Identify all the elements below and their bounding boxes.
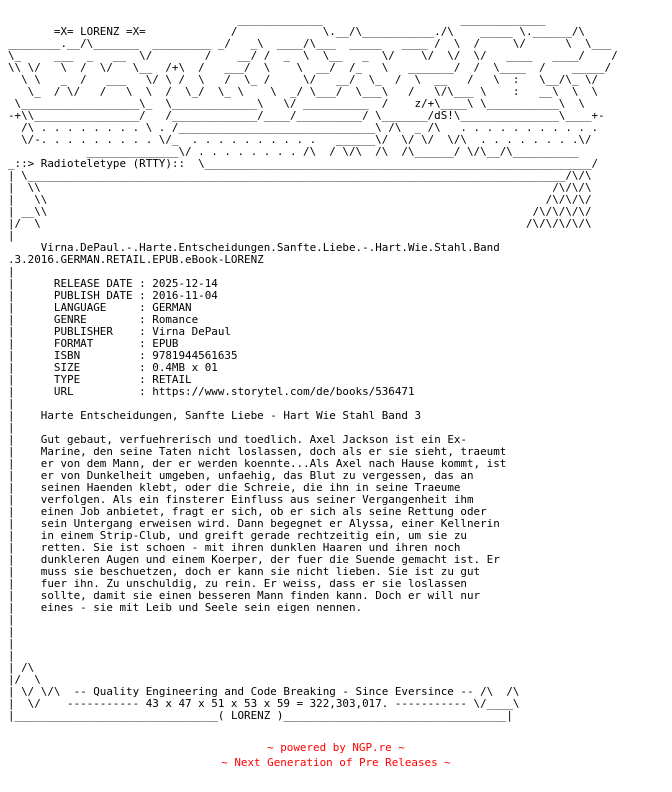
info-value: RETAIL: [152, 373, 192, 386]
footer: [0, 740, 672, 770]
nfo-document: _____________ _____________ =X= LORENZ =X= / \.__/\___________./\ _____ \.______/\ ________.__/\_______ _________ _/ _\ ____/\___ _____ ____ / \ / \/ \ \___ \_ ___ _ __ \/ / __/ / _ \ \__ _ \/ \/ \/ \/ ____ ____/ / \\ \/ \ / \/ \__ /+\ / ___/ \ \ __/ /_ \ _______/ / \____ / _____/ \ \ _ / ___ \/ \ / \ / \_ / \/ __/ \_ / \ __ / \ : \__/\_ \/ \_ / \/ / \ \ / \_/ \_ \ \ _/ \___/ \___\ / \/\___ \ : __\ \ \ \__________________\_ \_____________\ \/ __________ / z/+\____\ \___________\ \ -+\\________________/ /_____________/____/__________/ \_______/dS!\_______________\____+- /\ . . . . . . . . \ . /______________________________\ /\ _ /\ . . . . . . . . . . . \/-. . . . . . . . . \/_ . . . . . . . . . . ______\/ \/ \/ \/\ . . . . . . . .\/ ______________\/ . . . . . . . . /\ / \/\ /\ /\______/ \/\__/\__________ _::> Radioteletype (RTTY):: \___________________________________________________________/ | \__________________________________________________________________________________/\/\ | \\ /\/\/\ | \\ /\/\/\/ | __\\ /\/\/\/\/ |/ \ /\/\/\/\/\ | Virna.DePaul.-.Harte.Entscheidungen.Sanfte.Liebe.-.Hart.Wie.Stahl.Band .3.2016.GERMAN.RETAIL.EPUB.eBook-LORENZ | | RELEASE DATE : 2025-12-14 | PUBLISH DATE : 2016-11-04 | LANGUAGE : GERMAN | GENRE : Romance | PUBLISHER : Virna DePaul | FORMAT : EPUB | ISBN : 9781944561635 | SIZE : 0.4MB x 01 | TYPE : RETAIL | URL : https://www.storytel.com/de/books/536471 | | Harte Entscheidungen, Sanfte Liebe - Hart Wie Stahl Band 3 | | Gut gebaut, verfuehrerisch und toedlich. Axel Jackson ist ein Ex- | Marine, den seine Taten nicht loslassen, doch als er sie sieht, traeumt | er von dem Mann, der er werden koennte...Als Axel nach Hause kommt, ist | er von Dunkelheit umgeben, unfaehig, das Blut zu vergessen, das an | seinen Haenden klebt, oder die Schreie, die ihn in seine Traeume | verfolgen. Als ein finsterer Einfluss aus seiner Vergangenheit ihm | einen Job anbietet, fragt er sich, ob er sich als seine Rettung oder | sein Untergang erweisen wird. Dann begegnet er Alyssa, einer Kellnerin | in einem Strip-Club, und greift gerade rechtzeitig ein, um sie zu | retten. Sie ist schoen - mit ihren dunklen Haaren und ihren noch | dunkleren Augen und einem Koerper, der fuer die Suende gemacht ist. Er | muss sie beschuetzen, doch er kann sie nicht lieben. Sie ist zu gut | fuer ihn. Zu unschuldig, zu rein. Er weiss, dass er sie loslassen | sollte, damit sie einen besseren Mann finden kann. Doch er will nur | eines - sie mit Leib und Seele sein eigen nennen. | | | | | /\ |/ \ | \/ \/\ -- Quality Engineering and Code Breaking - Since Eversince -- /\ /\ | \/ ----------- 43 x 47 x 51 x 53 x 59 = 322,303,017. ----------- \/____\ |_______________________________( LORENZ )__________________________________|: [8, 13, 618, 722]
info-label: ISBN: [53, 349, 133, 362]
info-label: URL: [53, 385, 133, 398]
math-line: ----------- 43 x 47 x 51 x 53 x 59 = 322,303,017. -----------: [67, 697, 467, 710]
info-row: | GENRE : Romance: [8, 313, 199, 326]
description-line: in einem Strip-Club, und greift gerade rechtzeitig ein, um sie zu: [40, 529, 467, 542]
description-line: dunkleren Augen und einem Koerper, der fuer die Suende gemacht ist. Er: [40, 553, 500, 566]
info-row: | ISBN : 9781944561635: [8, 349, 238, 362]
section-title: _::> Radioteletype (RTTY):: \___________________________________________________________/: [8, 157, 599, 170]
info-label: PUBLISH DATE: [53, 289, 133, 302]
release-name-block: [8, 241, 500, 266]
info-row: | RELEASE DATE : 2025-12-14: [8, 277, 218, 290]
info-value: Virna DePaul: [152, 325, 231, 338]
info-value: Romance: [152, 313, 199, 326]
info-label: PUBLISHER: [53, 325, 133, 338]
box-bottom-art: | | | | | /\ |/ \: [8, 613, 41, 686]
tagline-row: | \/ \/\ -- Quality Engineering and Code Breaking - Since Eversince -- /\ /\: [8, 685, 520, 698]
info-value: GERMAN: [152, 301, 192, 314]
info-row: | LANGUAGE : GERMAN: [8, 301, 192, 314]
info-value: https://www.storytel.com/de/books/536471: [152, 385, 415, 398]
info-row: | URL : https://www.storytel.com/de/books/536471: [8, 385, 415, 398]
release-name: Virna.DePaul.-.Harte.Entscheidungen.Sanfte.Liebe.-.Hart.Wie.Stahl.Band .3.2016.GERMAN.RETAIL.EPUB.eBook-LORENZ: [8, 241, 500, 266]
info-value: 0.4MB x 01: [152, 361, 218, 374]
info-label: GENRE: [53, 313, 133, 326]
info-row: | FORMAT : EPUB: [8, 337, 179, 350]
box-top-art: | \__________________________________________________________________________________/\/\ | \\ /\/\/\ | \\ /\/\/\/ | __\\ /\/\/\/\/ |/ \ /\/\/\/\/\ |: [8, 169, 592, 242]
description-line: sollte, damit sie einen besseren Mann finden kann. Doch er will nur: [40, 589, 481, 602]
info-label: LANGUAGE: [53, 301, 133, 314]
info-label: FORMAT: [53, 337, 133, 350]
description-line: retten. Sie ist schoen - mit ihren dunklen Haaren und ihren noch: [40, 541, 461, 554]
next-gen-line: ~ Next Generation of Pre Releases ~: [221, 756, 451, 769]
description-line: er von Dunkelheit umgeben, unfaehig, das Blut zu vergessen, das an: [40, 469, 474, 482]
info-label: SIZE: [53, 361, 133, 374]
info-row: | TYPE : RETAIL: [8, 373, 192, 386]
description-line: Marine, den seine Taten nicht loslassen, doch als er sie sieht, traeumt: [40, 445, 507, 458]
info-label: TYPE: [53, 373, 133, 386]
info-value: EPUB: [152, 337, 179, 350]
description-line: er von dem Mann, der er werden koennte...Als Axel nach Hause kommt, ist: [40, 457, 507, 470]
sign-off-row: |_______________________________( LORENZ )__________________________________|: [8, 709, 513, 722]
ascii-logo: _____________ _____________ =X= LORENZ =X= / \.__/\___________./\ _____ \.______/\ ________.__/\_______ _________ _/ _\ ____/\___ _____ ____ / \ / \/ \ \___ \_ ___ _ __ \/ / __/ / _ \ \__ _ \/ \/ \/ \/ ____ ____/ / \\ \/ \ / \/ \__ /+\ / ___/ \ \ __/ /_ \ _______/ / \____ / _____/ \ \ _ / ___ \/ \ / \ / \_ / \/ __/ \_ / \ __ / \ : \__/\_ \/ \_ / \/ / \ \ / \_/ \_ \ \ _/ \___/ \___\ / \/\___ \ : __\ \ \ \__________________\_ \_____________\ \/ __________ / z/+\____\ \___________\ \ -+\\________________/ /_____________/____/__________/ \_______/dS!\_______________\____+- /\ . . . . . . . . \ . /______________________________\ /\ _ /\ . . . . . . . . . . . \/-. . . . . . . . . \/_ . . . . . . . . . . ______\/ \/ \/ \/\ . . . . . . . .\/ ______________\/ . . . . . . . . /\ / \/\ /\ /\______/ \/\__/\__________: [8, 13, 618, 158]
description-line: einen Job anbietet, fragt er sich, ob er sich als seine Rettung oder: [40, 505, 487, 518]
info-table: [8, 277, 415, 398]
description-line: muss sie beschuetzen, doch er kann sie nicht lieben. Sie ist zu gut: [40, 565, 481, 578]
book-title: Harte Entscheidungen, Sanfte Liebe - Hart Wie Stahl Band 3: [40, 409, 422, 422]
info-value: 2025-12-14: [152, 277, 218, 290]
tagline: -- Quality Engineering and Code Breaking - Since Eversince --: [73, 685, 474, 698]
math-row: | \/ ----------- 43 x 47 x 51 x 53 x 59 = 322,303,017. ----------- \/____\: [8, 697, 520, 710]
info-row: | PUBLISHER : Virna DePaul: [8, 325, 231, 338]
book-title-row: | Harte Entscheidungen, Sanfte Liebe - Hart Wie Stahl Band 3: [8, 409, 422, 422]
info-label: RELEASE DATE: [53, 277, 133, 290]
info-row: | SIZE : 0.4MB x 01: [8, 361, 218, 374]
description-line: sein Untergang erweisen wird. Dann begegnet er Alyssa, einer Kellnerin: [40, 517, 500, 530]
description-line: Gut gebaut, verfuehrerisch und toedlich. Axel Jackson ist ein Ex-: [40, 433, 467, 446]
sign-off: ( LORENZ ): [217, 709, 284, 722]
description-line: fuer ihn. Zu unschuldig, zu rein. Er weiss, dass er sie loslassen: [40, 577, 467, 590]
description: | Gut gebaut, verfuehrerisch und toedlich. Axel Jackson ist ein Ex- | Marine, den seine Taten nicht loslassen, doch als er sie sieht, traeumt | er von dem Mann, der er werden koennte...Als Axel nach Hause kommt, ist | er von Dunkelheit umgeben, unfaehig, das Blut zu vergessen, das an | seinen Haenden klebt, oder die Schreie, die ihn in seine Traeume | verfolgen. Als ein finsterer Einfluss aus seiner Vergangenheit ihm | einen Job anbietet, fragt er sich, ob er sich als seine Rettung oder | sein Untergang erweisen wird. Dann begegnet er Alyssa, einer Kellnerin | in einem Strip-Club, und greift gerade rechtzeitig ein, um sie zu | retten. Sie ist schoen - mit ihren dunklen Haaren und ihren noch | dunkleren Augen und einem Koerper, der fuer die Suende gemacht ist. Er | muss sie beschuetzen, doch er kann sie nicht lieben. Sie ist zu gut | fuer ihn. Zu unschuldig, zu rein. Er weiss, dass er sie loslassen | sollte, damit sie einen besseren Mann finden kann. Doch er will nur | eines - sie mit Leib und Seele sein eigen nennen.: [8, 433, 507, 614]
description-line: verfolgen. Als ein finsterer Einfluss aus seiner Vergangenheit ihm: [40, 493, 474, 506]
info-value: 9781944561635: [152, 349, 238, 362]
info-value: 2016-11-04: [152, 289, 218, 302]
description-line: seinen Haenden klebt, oder die Schreie, die ihn in seine Traeume: [40, 481, 461, 494]
info-row: | PUBLISH DATE : 2016-11-04: [8, 289, 218, 302]
powered-by-line: ~ powered by NGP.re ~: [267, 741, 405, 754]
description-line: eines - sie mit Leib und Seele sein eigen nennen.: [40, 601, 363, 614]
